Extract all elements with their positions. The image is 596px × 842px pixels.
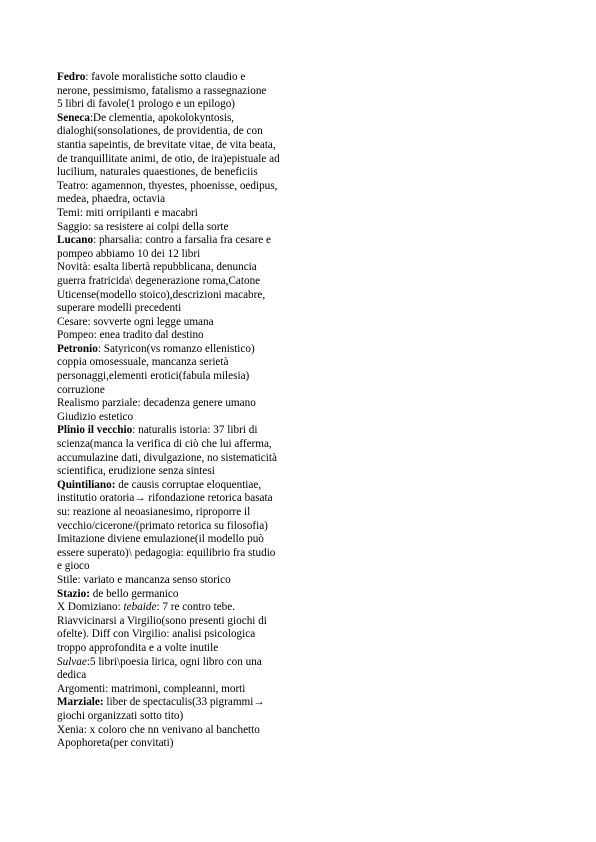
- line-text: Argomenti: matrimoni, compleanni, morti: [57, 682, 246, 695]
- text-line: [57, 520, 307, 534]
- text-line: [57, 261, 307, 275]
- text-line: [57, 302, 307, 316]
- line-text: Pompeo: enea tradito dal destino: [57, 329, 204, 342]
- line-text: medea, phaedra, octavia: [57, 193, 166, 206]
- line-text: essere superato)\ pedagogia: equilibrio fra studio: [57, 546, 276, 559]
- text-line: [57, 724, 307, 738]
- line-text: Novità: esalta libertà repubblicana, denuncia: [57, 261, 257, 274]
- line-text: dedica: [57, 669, 87, 682]
- line-text: su: reazione al neoasianesimo, riproporre il: [57, 506, 251, 518]
- line-text: scienza(manca la verifica di ciò che lui afferma,: [57, 438, 272, 451]
- text-line: [57, 560, 307, 574]
- line-text: stantia sapeintis, de brevitate vitae, de vita beata,: [57, 138, 276, 151]
- line-text: liber de spectaculis(33 pigrammi→: [103, 696, 265, 709]
- line-text: dialoghi(sonsolationes, de providentia, de con: [57, 125, 263, 138]
- line-text: accumulazine dati, divulgazione, no sistematicità: [57, 451, 277, 464]
- text-line: [57, 438, 307, 452]
- line-text: Imitazione diviene emulazione(il modello può: [57, 533, 264, 546]
- text-line: [57, 125, 307, 139]
- line-text: Stile: variato e mancanza senso storico: [57, 573, 231, 586]
- text-line: [57, 85, 307, 99]
- line-text: institutio oratoria→ rifondazione retorica basata: [57, 492, 273, 505]
- text-line: [57, 180, 307, 194]
- line-text: giochi organizzati sotto tito): [57, 709, 184, 722]
- line-text: de causis corruptae eloquentiae,: [115, 478, 262, 491]
- text-line: [57, 166, 307, 180]
- line-text: X Domiziano:: [57, 601, 124, 614]
- author-name: Marziale:: [57, 696, 104, 709]
- work-title: tebaide: [123, 601, 157, 614]
- author-name: Fedro: [57, 71, 86, 83]
- line-text: :De clementia, apokolokyntosis,: [89, 111, 235, 124]
- line-text: nerone, pessimismo, fatalismo a rassegnazione: [57, 84, 267, 97]
- line-text: : Satyricon(vs romanzo ellenistico): [97, 342, 255, 355]
- line-text: guerra fratricida\ degenerazione roma,Catone: [57, 274, 261, 287]
- text-line: [57, 234, 307, 248]
- line-text: coppia omosessuale, mancanza serietà: [57, 356, 229, 369]
- line-text: : naturalis istoria: 37 libri di: [132, 424, 258, 437]
- line-text: Apophoreta(per convitati): [57, 737, 174, 750]
- text-line: [57, 656, 307, 670]
- text-line: [57, 574, 307, 588]
- text-line: [57, 424, 307, 438]
- text-line: [57, 452, 307, 466]
- author-name: Quintiliano:: [57, 478, 116, 491]
- text-line: [57, 153, 307, 167]
- text-line: [57, 139, 307, 153]
- line-text: Realismo parziale: decadenza genere umano: [57, 397, 256, 410]
- line-text: troppo approfondita e a volte inutile: [57, 641, 219, 654]
- text-line: [57, 492, 307, 506]
- text-line: [57, 343, 307, 357]
- text-line: [57, 71, 307, 85]
- text-line: [57, 397, 307, 411]
- author-name: Stazio:: [57, 587, 90, 600]
- line-text: : pharsalia: contro a farsalia fra cesare e: [93, 234, 272, 247]
- line-text: :5 libri\poesia lirica, ogni libro con una: [86, 655, 262, 668]
- line-text: Riavvicinarsi a Virgilio(sono presenti giochi di: [57, 614, 267, 627]
- text-line: [57, 506, 307, 520]
- line-text: Teatro: agamennon, thyestes, phoenisse, oedipus,: [57, 179, 278, 192]
- line-text: 5 libri di favole(1 prologo e un epilogo): [57, 98, 236, 111]
- text-line: [57, 370, 307, 384]
- line-text: : favole moralistiche sotto claudio e: [85, 71, 246, 83]
- text-line: [57, 384, 307, 398]
- line-text: superare modelli precedenti: [57, 302, 182, 315]
- author-name: Seneca: [57, 111, 90, 124]
- author-name: Lucano: [57, 234, 94, 247]
- line-text: Giudizio estetico: [57, 410, 134, 423]
- text-line: [57, 642, 307, 656]
- text-line: [57, 615, 307, 629]
- text-line: [57, 411, 307, 425]
- text-line: [57, 193, 307, 207]
- line-text: Uticense(modello stoico),descrizioni macabre,: [57, 288, 266, 301]
- text-line: [57, 479, 307, 493]
- line-text: lucilium, naturales quaestiones, de beneficiis: [57, 166, 258, 179]
- text-line: [57, 683, 307, 697]
- text-line: [57, 329, 307, 343]
- text-line: [57, 588, 307, 602]
- author-name: Plinio il vecchio: [57, 424, 133, 437]
- line-text: scientifica, erudizione senza sintesi: [57, 465, 215, 478]
- line-text: ofelte). Diff con Virgilio: analisi psicologica: [57, 628, 256, 641]
- text-line: [57, 356, 307, 370]
- line-text: e gioco: [57, 560, 90, 573]
- text-line: [57, 207, 307, 221]
- line-text: Temi: miti orripilanti e macabri: [57, 206, 198, 219]
- text-line: [57, 710, 307, 724]
- text-line: [57, 289, 307, 303]
- line-text: de tranquillitate animi, de otio, de ira)epistuale ad: [57, 152, 280, 165]
- text-line: [57, 465, 307, 479]
- line-text: corruzione: [57, 383, 105, 396]
- text-line: [57, 547, 307, 561]
- text-line: [57, 248, 307, 262]
- text-line: [57, 669, 307, 683]
- text-line: [57, 696, 307, 710]
- line-text: de bello germanico: [89, 587, 179, 600]
- text-line: [57, 221, 307, 235]
- document-page: [57, 71, 307, 751]
- text-line: [57, 275, 307, 289]
- text-line: [57, 533, 307, 547]
- line-text: Saggio: sa resistere ai colpi della sorte: [57, 220, 229, 233]
- text-line: [57, 628, 307, 642]
- text-line: [57, 737, 307, 751]
- text-line: [57, 316, 307, 330]
- text-line: [57, 98, 307, 112]
- line-text: pompeo abbiamo 10 dei 12 libri: [57, 247, 201, 260]
- line-text: : 7 re contro tebe.: [156, 601, 236, 614]
- line-text: Cesare: sovverte ogni legge umana: [57, 315, 214, 328]
- text-line: [57, 601, 307, 615]
- text-line: [57, 112, 307, 126]
- line-text: Xenia: x coloro che nn venivano al banchetto: [57, 723, 260, 736]
- line-text: vecchio/cicerone/(primato retorica su filosofia): [57, 519, 268, 532]
- line-text: personaggi,elementi erotici(fabula milesia): [57, 370, 250, 383]
- author-name: Petronio: [57, 342, 98, 355]
- work-title: Sulvae: [57, 655, 87, 668]
